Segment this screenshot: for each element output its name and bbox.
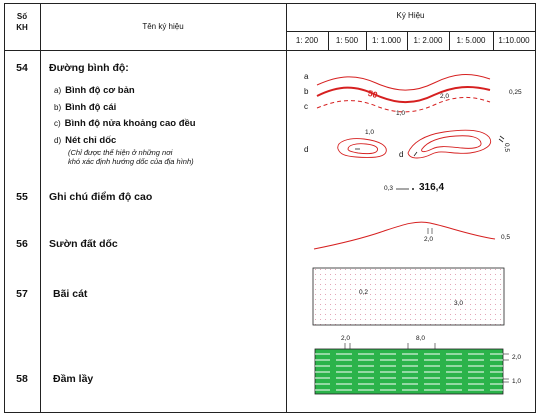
slope-tick-3: [499, 139, 503, 142]
row-57-name: Bãi cát: [53, 288, 88, 300]
slope-dim-label: 0,5: [501, 234, 511, 241]
scale-1-200: 1: 200: [295, 36, 319, 45]
closed-contour-2-inner: [422, 136, 481, 152]
header-ky-hieu: Ký Hiệu: [396, 11, 425, 20]
contour-letter-a: a: [304, 72, 309, 81]
marsh-dim-label: 1,0: [512, 378, 522, 385]
item-letter: a): [54, 86, 62, 95]
dim-label: 1,0: [365, 129, 375, 136]
row-54-name: Đường bình độ:: [49, 62, 129, 74]
dim-label: 1,0: [396, 110, 406, 117]
row-54-number: 54: [16, 62, 28, 74]
closed-contour-2: [408, 130, 491, 158]
scale-1-1000: 1: 1.000: [372, 36, 401, 45]
marsh-dim-label: 2,0: [341, 335, 351, 342]
row-58-name: Đầm lầy: [53, 373, 94, 385]
row-56-name: Sườn đất dốc: [49, 238, 118, 250]
dim-label: 0,5: [503, 142, 511, 153]
row-58-number: 58: [16, 373, 28, 385]
item-text: Nét chỉ dốc: [65, 135, 117, 146]
row-54-note-line-1: (Chỉ được thể hiện ở những nơi: [68, 148, 173, 157]
marsh-hatching: [315, 349, 503, 394]
contour-letter-d-2: d: [399, 150, 404, 159]
item-letter: b): [54, 103, 62, 112]
row-54-note-line-2: khó xác định hướng dốc của địa hình): [68, 157, 194, 166]
header-ten-ky-hieu: Tên ký hiệu: [142, 22, 184, 31]
sand-area: [313, 268, 504, 325]
sand-dim-label: 0,2: [359, 289, 369, 296]
header-so-kh: Số KH: [16, 12, 28, 32]
marsh-dim-label: 2,0: [512, 354, 522, 361]
scale-1-10000: 1:10.000: [498, 36, 530, 45]
symbol-graphics: [4, 3, 536, 413]
scale-1-2000: 1: 2.000: [413, 36, 443, 45]
item-letter: d): [54, 136, 62, 145]
dim-label: 2,0: [440, 93, 450, 100]
steep-slope-line: [314, 222, 495, 249]
contour-letter-c: c: [304, 102, 308, 111]
slope-tick-4: [500, 136, 504, 139]
scale-1-5000: 1: 5.000: [456, 36, 486, 45]
item-letter: c): [54, 119, 61, 128]
symbol-table: [4, 3, 536, 413]
marsh-dim-label: 8,0: [416, 335, 426, 342]
contour-letter-b: b: [304, 87, 309, 96]
sand-dim-label: 3,0: [454, 300, 464, 307]
dim-label: 0,25: [509, 89, 522, 96]
spot-height-point: [412, 188, 414, 190]
item-text: Bình độ cái: [65, 102, 117, 113]
contour-value-label: 50: [366, 87, 379, 101]
spot-height-dim: 0,3: [384, 185, 394, 192]
row-55-number: 55: [16, 191, 28, 203]
row-56-number: 56: [16, 238, 28, 250]
item-text: Bình độ nửa khoảng cao đều: [64, 118, 196, 129]
closed-contour-1-inner: [348, 144, 378, 154]
closed-contour-1: [338, 139, 387, 158]
row-55-name: Ghi chú điểm độ cao: [49, 191, 153, 203]
contour-letter-d-1: d: [304, 145, 309, 154]
row-57-number: 57: [16, 288, 28, 300]
scale-1-500: 1: 500: [335, 36, 359, 45]
spot-height-value: 316,4: [419, 182, 445, 193]
contour-index-line: [317, 87, 490, 102]
slope-tick-2: [414, 152, 417, 156]
slope-dim-label: 2,0: [424, 236, 434, 243]
item-text: Bình độ cơ bản: [65, 85, 135, 96]
